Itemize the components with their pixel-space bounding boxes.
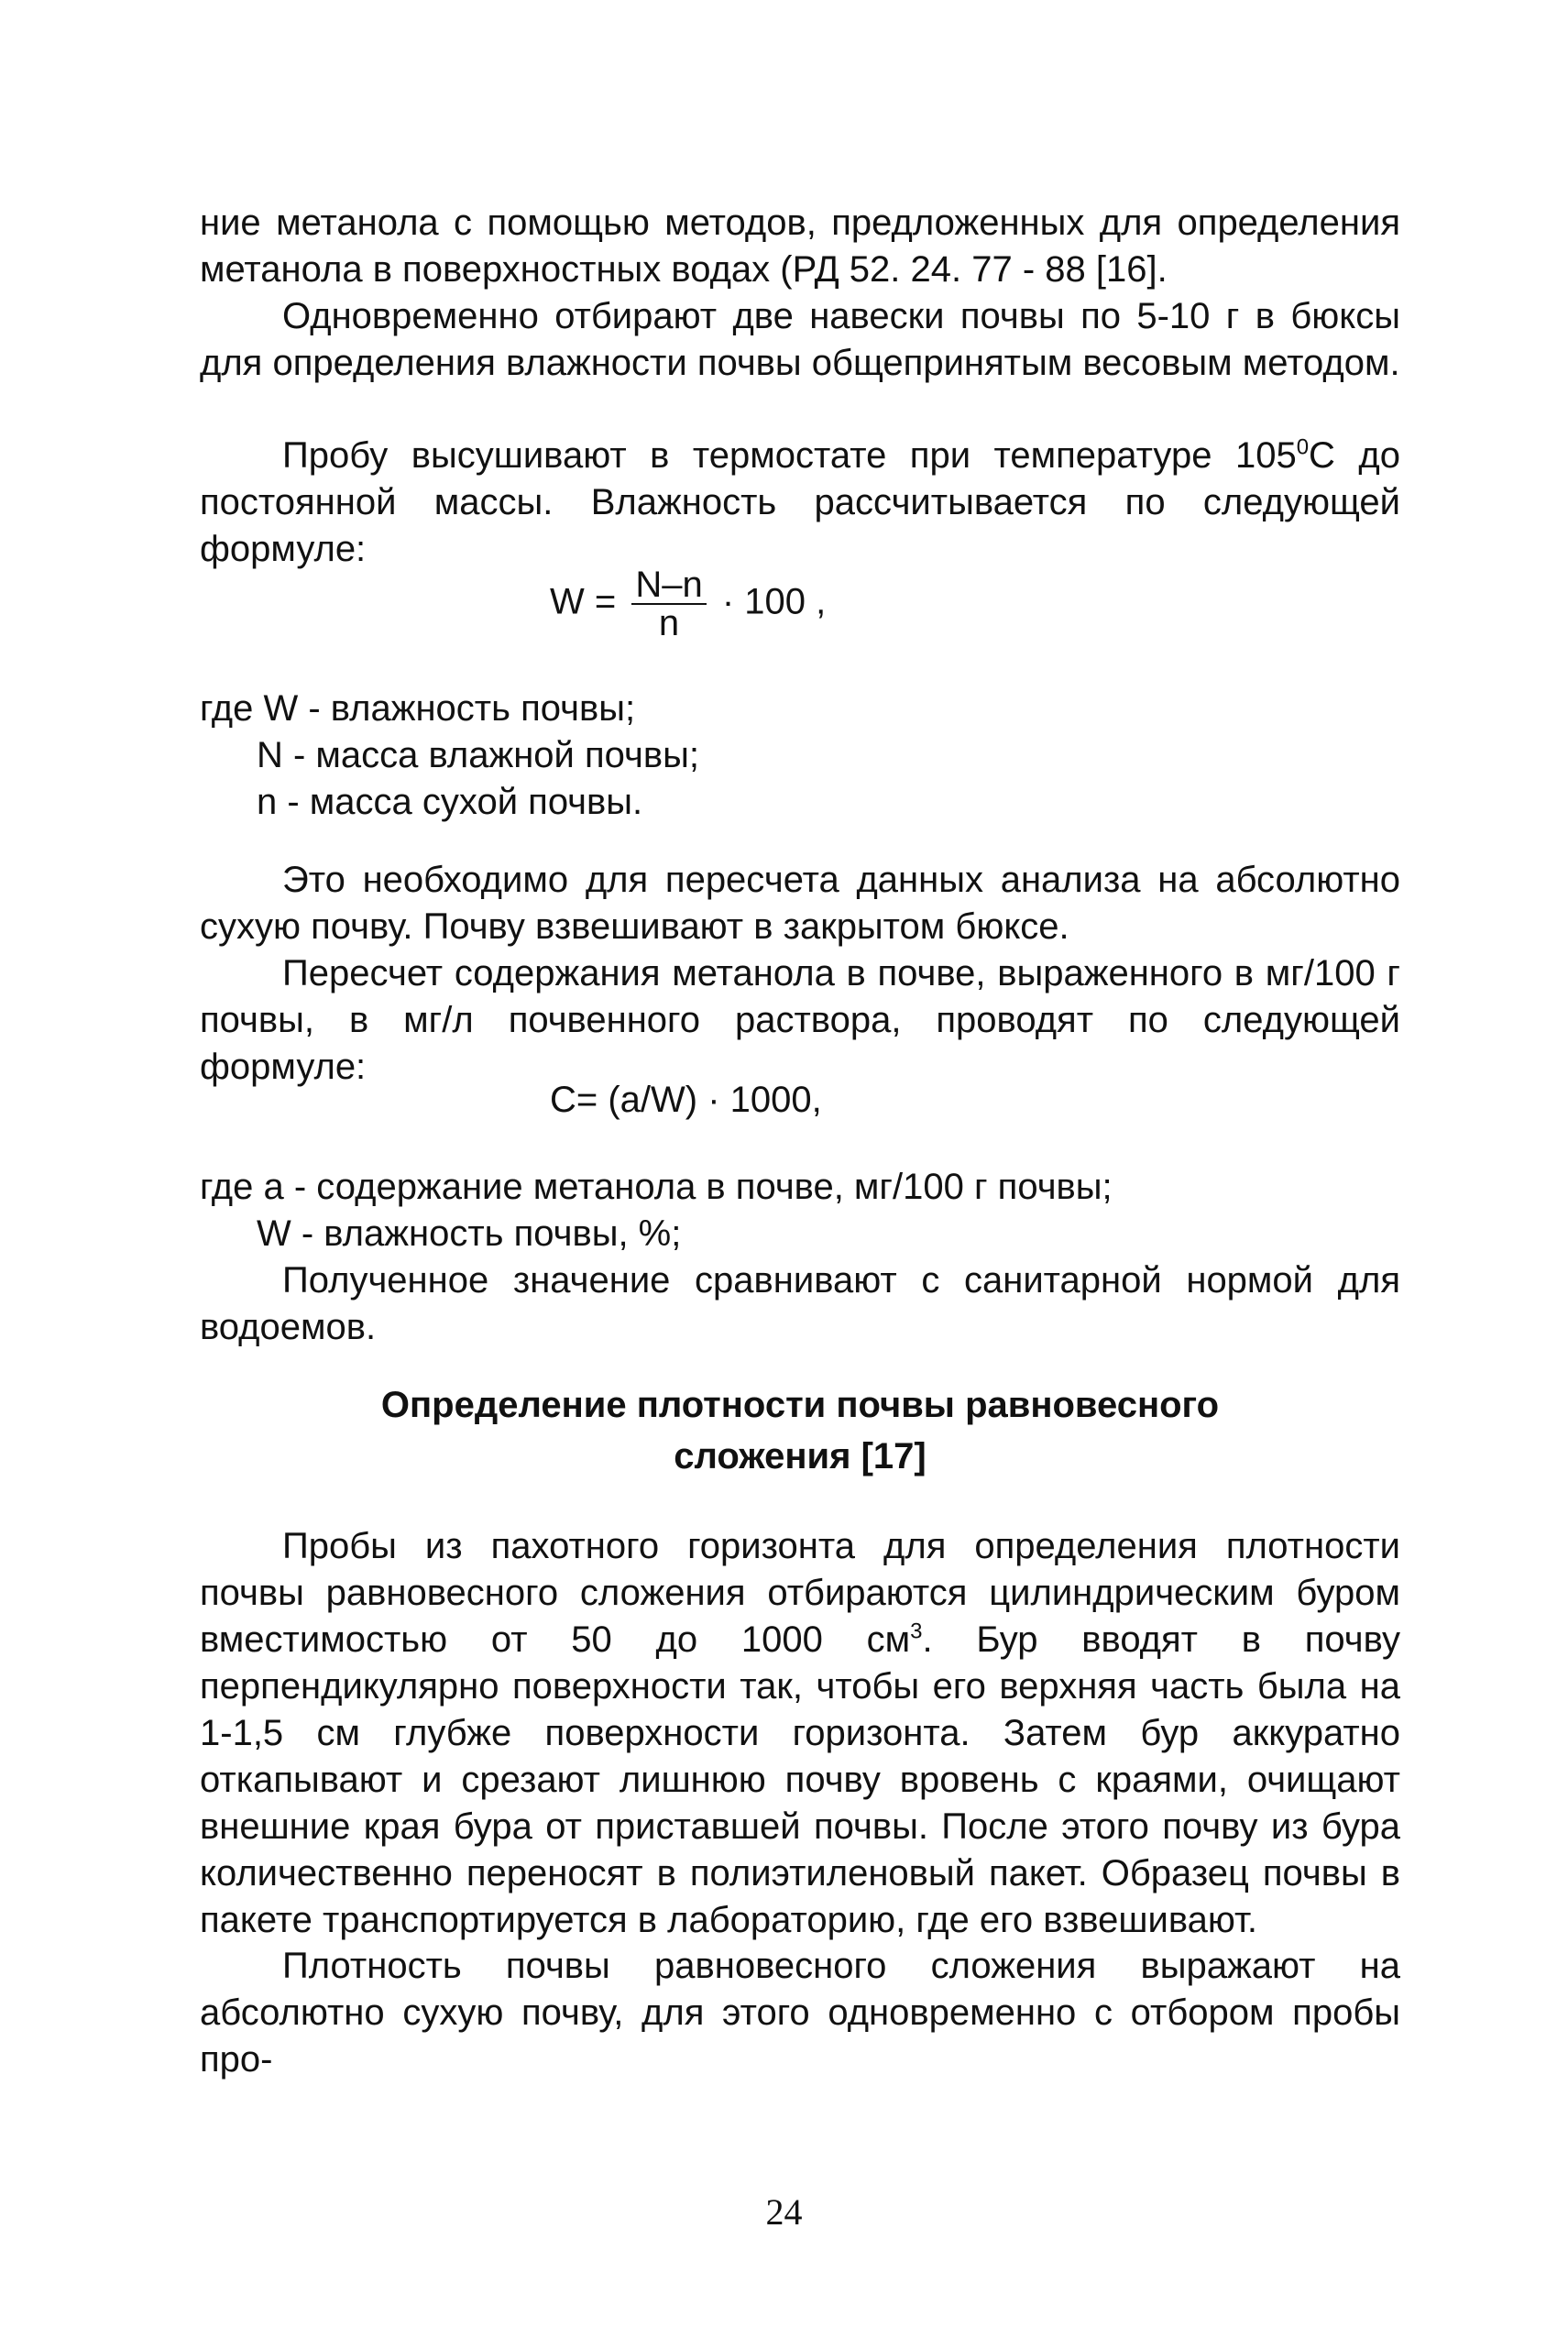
paragraph-text: С до постоянной массы. Влажность рассчитывается по следующей формуле: xyxy=(200,435,1400,569)
paragraph-text: Плотность почвы равновесного сложения выражают на абсолютно сухую почву, для этого одновременно с отбором пробы про- xyxy=(200,1946,1400,2080)
formula-numerator: N–n xyxy=(631,566,706,605)
formula-lhs: W = xyxy=(550,581,617,622)
paragraph-text: Полученное значение сравнивают с санитарной нормой для водоемов. xyxy=(200,1260,1400,1347)
heading-line: сложения [17] xyxy=(674,1436,927,1476)
paragraph-text: . Бур вводят в почву перпендикулярно поверхности так, чтобы его верхняя часть была на 1-1,5 см глубже поверхности горизонта. Затем бур аккуратно откапывают и срезают лишнюю почву вровень с краями, очищают внешние края бура от приставшей почвы. После этого почву из бура количественно переносят в полиэтиленовый пакет. Образец почвы в пакете транспортируется в лабораторию, где его взвешивают. xyxy=(200,1619,1400,1940)
formula-rhs: · 100 , xyxy=(721,581,827,622)
paragraph-text: Одновременно отбирают две навески почвы по 5-10 г в бюксы для определения влажности почвы общепринятым весовым методом. xyxy=(200,296,1400,383)
section-heading xyxy=(200,1379,1400,1482)
formula-concentration xyxy=(550,1078,822,1122)
legend-line: n - масса сухой почвы. xyxy=(257,782,643,822)
formula-text: C= (a/W) · 1000, xyxy=(550,1080,822,1120)
paragraph-drying xyxy=(200,433,1400,573)
paragraph-moisture-samples xyxy=(200,293,1400,387)
paragraph-sanitary-norm xyxy=(200,1257,1400,1351)
legend-line: где W - влажность почвы; xyxy=(200,688,636,729)
legend-concentration xyxy=(200,1164,1400,1257)
paragraph-recalculation xyxy=(200,857,1400,950)
legend-line: N - масса влажной почвы; xyxy=(257,735,699,775)
paragraph-text: Пересчет содержания метанола в почве, выраженного в мг/100 г почвы, в мг/л почвенного раствора, проводят по следующей формуле: xyxy=(200,953,1400,1087)
legend-line: где а - содержание метанола в почве, мг/100 г почвы; xyxy=(200,1167,1113,1207)
legend-moisture xyxy=(200,686,1400,826)
formula-fraction xyxy=(631,566,706,642)
heading-line: Определение плотности почвы равновесного xyxy=(380,1385,1220,1425)
paragraph-density xyxy=(200,1943,1400,2083)
paragraph-text: Это необходимо для пересчета данных анализа на абсолютно сухую почву. Почву взвешивают в закрытом бюксе. xyxy=(200,860,1400,947)
paragraph-conversion xyxy=(200,950,1400,1091)
paragraph-methanol-methods xyxy=(200,200,1400,293)
paragraph-sampling xyxy=(200,1523,1400,1944)
paragraph-text: Пробы из пахотного горизонта для определения плотности почвы равновесного сложения отбираются цилиндрическим буром вместимостью от 50 до 1000 см xyxy=(200,1526,1400,1660)
cubic-superscript: 3 xyxy=(910,1619,923,1644)
legend-line: W - влажность почвы, %; xyxy=(257,1213,682,1254)
degree-superscript: 0 xyxy=(1296,434,1310,460)
page-number: 24 xyxy=(765,2191,803,2233)
paragraph-text: Пробу высушивают в термостате при температуре 105 xyxy=(282,435,1297,476)
formula-denominator: n xyxy=(658,603,680,643)
paragraph-text: ние метанола с помощью методов, предложенных для определения метанола в поверхностных водах (РД 52. 24. 77 - 88 [16]. xyxy=(200,203,1400,290)
formula-moisture xyxy=(550,566,826,642)
